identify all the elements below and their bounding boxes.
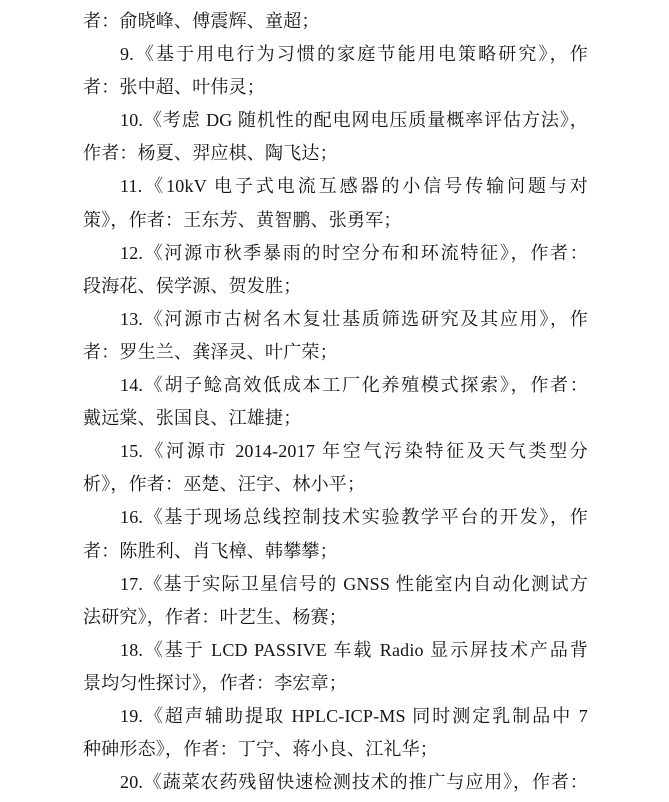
text-line: 种砷形态》，作者：丁宁、蒋小良、江礼华； — [83, 739, 438, 760]
text-line: 15.《河源市 2014-2017 年空气污染特征及天气类型分 — [120, 441, 588, 462]
text-line: 11.《10kV 电子式电流互感器的小信号传输问题与对 — [120, 176, 588, 197]
text-line: 9.《基于用电行为习惯的家庭节能用电策略研究》，作 — [120, 44, 588, 65]
text-line: 法研究》，作者：叶艺生、杨赛； — [83, 606, 347, 627]
text-line: 策》，作者：王东芳、黄智鹏、张勇军； — [83, 209, 402, 230]
text-line: 20.《蔬菜农药残留快速检测技术的推广与应用》，作者： — [120, 772, 588, 793]
text-line: 者：陈胜利、肖飞樟、韩攀攀； — [83, 540, 338, 561]
text-line: 16.《基于现场总线控制技术实验教学平台的开发》，作 — [120, 507, 588, 528]
text-line: 者：俞晓峰、傅震辉、童超； — [83, 11, 320, 31]
text-line: 19.《超声辅助提取 HPLC-ICP-MS 同时测定乳制品中 7 — [120, 705, 588, 726]
text-line: 景均匀性探讨》，作者：李宏章； — [83, 672, 347, 693]
text-line: 10.《考虑 DG 随机性的配电网电压质量概率评估方法》， — [120, 110, 588, 131]
text-line: 17.《基于实际卫星信号的 GNSS 性能室内自动化测试方 — [120, 573, 588, 594]
text-line: 析》，作者：巫楚、汪宇、林小平； — [83, 474, 366, 495]
text-line: 12.《河源市秋季暴雨的时空分布和环流特征》，作者： — [120, 242, 588, 263]
text-line: 13.《河源市古树名木复壮基质筛选研究及其应用》，作 — [120, 308, 588, 329]
text-line: 戴远棠、张国良、江雄捷； — [83, 408, 302, 429]
text-line: 作者：杨夏、羿应棋、陶飞达； — [83, 143, 338, 164]
text-line: 者：罗生兰、龚泽灵、叶广荣； — [83, 341, 338, 362]
text-line: 18.《基于 LCD PASSIVE 车载 Radio 显示屏技术产品背 — [120, 639, 588, 660]
text-line: 14.《胡子鲶高效低成本工厂化养殖模式探索》，作者： — [120, 375, 588, 396]
text-line: 者：张中超、叶伟灵； — [83, 77, 265, 98]
text-line: 段海花、侯学源、贺发胜； — [83, 275, 302, 296]
